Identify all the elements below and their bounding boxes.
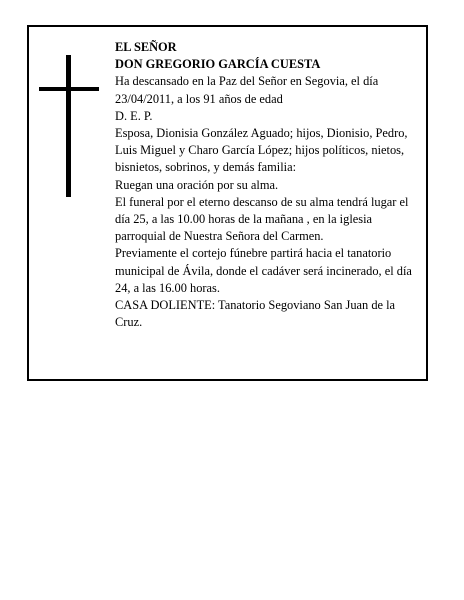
heading-title: EL SEÑOR xyxy=(115,40,177,54)
notice-body xyxy=(115,39,423,331)
funeral-details: El funeral por el eterno descanso de su alma tendrá lugar el día 25, a las 10.00 horas de la mañana , en la iglesia parroquial de Nuestra Señora del Carmen. xyxy=(115,194,409,244)
obituary-notice xyxy=(27,25,428,381)
cortege-details: Previamente el cortejo fúnebre partirá hacia el tanatorio municipal de Ávila, donde el cadáver será incinerado, el día 24, a las 16.00 horas. xyxy=(115,246,412,295)
family-list: Esposa, Dionisia González Aguado; hijos, Dionisio, Pedro, Luis Miguel y Charo García López; hijos políticos, nietos, bisnietos, sobrinos, y demás familia: xyxy=(115,126,408,175)
death-announcement: Ha descansado en la Paz del Señor en Segovia, el día 23/04/2011, a los 91 años de edad xyxy=(115,74,379,106)
cross-horizontal-bar xyxy=(39,87,99,91)
deceased-name: DON GREGORIO GARCÍA CUESTA xyxy=(115,57,321,72)
mourning-house: CASA DOLIENTE: Tanatorio Segoviano San Juan de la Cruz. xyxy=(115,298,396,330)
cross-vertical-bar xyxy=(66,55,71,197)
rip-line: D. E. P. xyxy=(115,108,153,123)
cross-icon xyxy=(39,55,99,197)
prayer-request: Ruegan una oración por su alma. xyxy=(115,177,279,192)
